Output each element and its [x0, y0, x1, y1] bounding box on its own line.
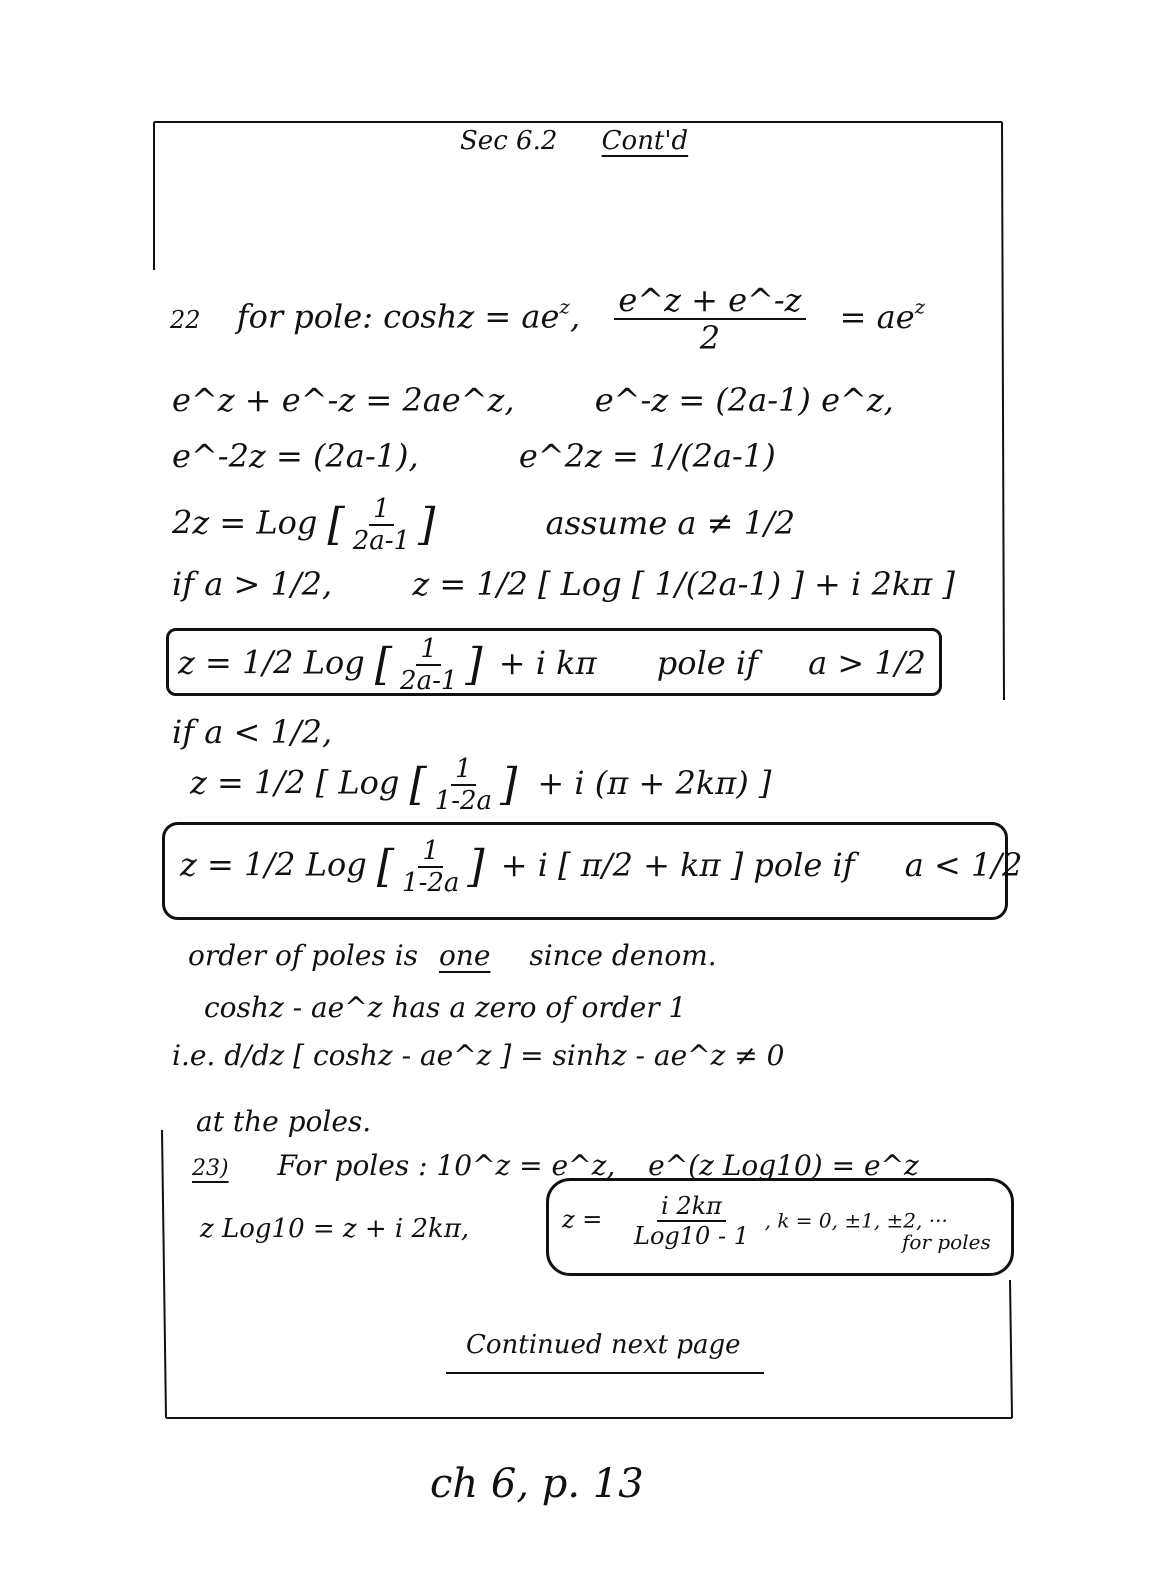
box3-b: , k = 0, ±1, ±2, ···: [764, 1208, 948, 1233]
p22-number: 22: [170, 305, 201, 334]
p23-number: 23): [192, 1156, 229, 1181]
box1-num: 1: [416, 636, 441, 666]
p22-o1-a: order of poles is: [188, 939, 419, 972]
box2-frac: [398, 838, 463, 896]
bracket-open: [: [374, 639, 393, 690]
box3-frac: [630, 1194, 753, 1248]
bracket-close: ]: [500, 759, 518, 810]
p22-order-3: [172, 1039, 785, 1072]
contd-label: Cont'd: [601, 126, 689, 156]
p22-o1-one: one: [438, 939, 491, 972]
p22-l1-csup: z: [914, 294, 926, 319]
p22-order-4: [196, 1105, 372, 1138]
p22-l1-num: e^z + e^-z: [614, 284, 805, 320]
box1-c: pole if: [656, 643, 758, 682]
page-number-text: ch 6, p. 13: [430, 1461, 644, 1507]
p22-order-1: [188, 939, 717, 972]
p22-l8-num: 1: [451, 756, 476, 786]
p22-line-2: [172, 381, 894, 419]
p22-line-3: [172, 437, 776, 475]
p22-l7: if a < 1/2,: [172, 713, 333, 751]
box2-content: [180, 838, 1022, 896]
continued-text: Continued next page: [466, 1330, 741, 1360]
p22-line-5: [172, 565, 955, 603]
p22-l4-frac: [349, 496, 414, 554]
p22-l1-c: = ae: [839, 297, 915, 336]
p22-l4-b: assume a ≠ 1/2: [545, 503, 796, 542]
p22-l1-b: ,: [569, 297, 581, 336]
box1-den: 2a-1: [400, 666, 458, 696]
p22-l4-den: 2a-1: [352, 526, 411, 556]
bracket-open: [: [376, 841, 395, 892]
p23-line-1: [192, 1149, 919, 1182]
p22-o2: coshz - ae^z has a zero of order 1: [204, 991, 687, 1024]
continued-underline: [446, 1372, 764, 1374]
bracket-open: [: [327, 499, 345, 550]
p22-l8-b: + i (π + 2kπ) ]: [537, 763, 772, 802]
continued-note: [466, 1332, 741, 1358]
box3-c: for poles: [902, 1230, 991, 1254]
p22-l1-a: for pole: coshz = ae: [236, 297, 560, 336]
box3-num: i 2kπ: [657, 1194, 726, 1222]
p22-l4-num: 1: [369, 496, 394, 526]
bracket-close: ]: [467, 841, 485, 892]
p22-l8-frac: [431, 756, 496, 814]
p23-l1-b: e^(z Log10) = e^z: [648, 1149, 919, 1182]
box2-den: 1-2a: [402, 868, 460, 898]
p22-l2-b: e^-z = (2a-1) e^z,: [594, 381, 894, 419]
p22-l5-a: if a > 1/2,: [172, 565, 333, 603]
box1-b: + i kπ: [498, 643, 597, 682]
p23-l2-a: z Log10 = z + i 2kπ,: [200, 1214, 470, 1244]
box3-content: [562, 1194, 948, 1248]
p22-l1-frac: [614, 281, 805, 357]
p23-l1-a: For poles : 10^z = e^z,: [277, 1149, 616, 1182]
box2-num: 1: [418, 838, 443, 868]
p22-l8-den: 1-2a: [434, 786, 493, 816]
p22-o3: i.e. d/dz [ coshz - ae^z ] = sinhz - ae^z ≠ 0: [172, 1039, 785, 1072]
page-number: [430, 1461, 644, 1507]
p22-o1-b: since denom.: [529, 939, 717, 972]
box2-a: z = 1/2 Log: [180, 845, 367, 884]
p22-line-7: [172, 713, 333, 751]
p22-l3-a: e^-2z = (2a-1),: [172, 437, 419, 475]
box3-forpoles: [902, 1232, 991, 1252]
p22-l4-a: 2z = Log: [172, 503, 318, 542]
p22-l1-sup: z: [559, 294, 570, 319]
bracket-open: [: [409, 759, 427, 810]
p22-l3-b: e^2z = 1/(2a-1): [518, 437, 776, 475]
p22-l1-den: 2: [699, 319, 721, 357]
box3-a: z =: [562, 1205, 603, 1234]
box2-b: + i [ π/2 + kπ ] pole if: [500, 845, 855, 884]
p22-line-4: [172, 496, 795, 554]
p22-line-8: [190, 756, 771, 814]
p22-l5-b: z = 1/2 [ Log [ 1/(2a-1) ] + i 2kπ ]: [412, 565, 955, 603]
p22-l2-a: e^z + e^-z = 2ae^z,: [172, 381, 515, 419]
p23-line-2: [200, 1216, 469, 1242]
box1-content: [178, 636, 926, 694]
p22-l8-a: z = 1/2 [ Log: [190, 763, 400, 802]
bracket-close: ]: [465, 639, 483, 690]
p22-order-2: [204, 991, 687, 1024]
box1-d: a > 1/2: [808, 643, 926, 682]
section-heading: [460, 128, 688, 154]
box1-a: z = 1/2 Log: [178, 643, 365, 682]
p22-line-1: [170, 281, 926, 357]
bracket-close: ]: [418, 499, 436, 550]
p22-o4: at the poles.: [196, 1105, 372, 1138]
box2-c: a < 1/2: [904, 845, 1023, 884]
section-label: Sec 6.2: [460, 126, 558, 156]
box3-den: Log10 - 1: [634, 1222, 749, 1250]
box1-frac: [396, 636, 461, 694]
